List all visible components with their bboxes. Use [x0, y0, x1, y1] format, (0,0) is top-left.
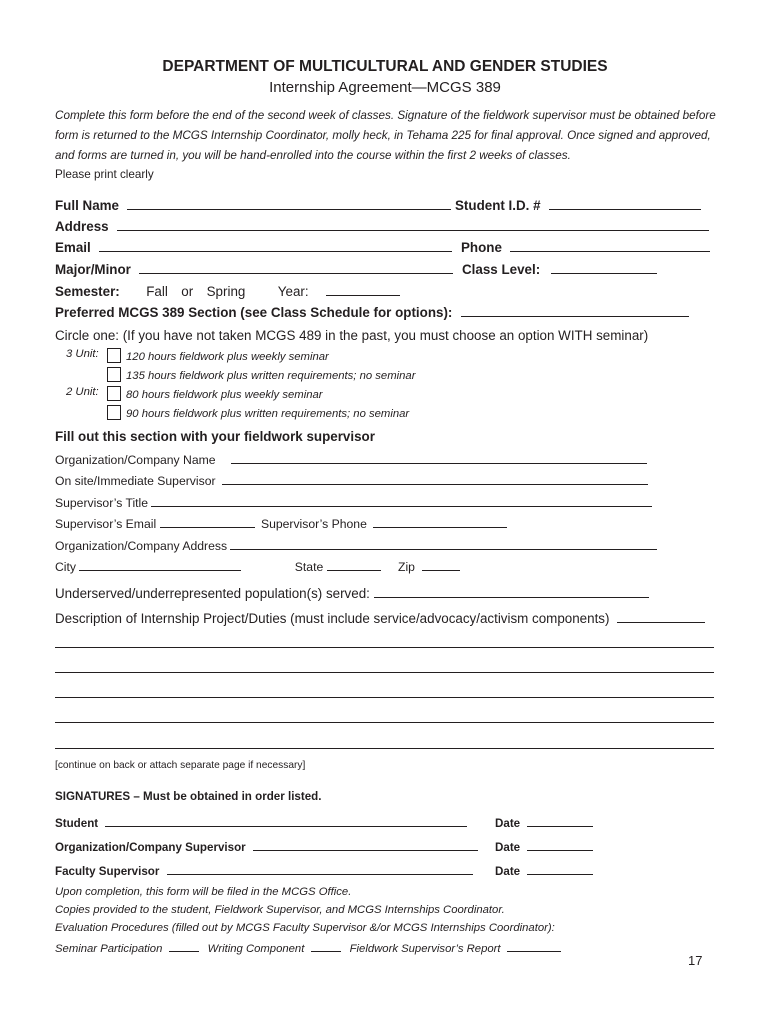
- underserved-label: Underserved/underrepresented population(s) served:: [55, 586, 370, 601]
- seminar-participation-field[interactable]: [169, 940, 199, 952]
- org-name-row: [55, 451, 647, 467]
- address-row: [55, 216, 709, 236]
- faculty-signature-row: [55, 862, 473, 878]
- description-line-1[interactable]: [55, 647, 714, 648]
- supervisor-title-label: Supervisor’s Title: [55, 496, 149, 510]
- unit-3-label: 3 Unit:: [66, 348, 99, 360]
- faculty-signature-label: Faculty Supervisor: [55, 865, 160, 878]
- org-name-field[interactable]: [231, 451, 647, 464]
- footer-line-3: Evaluation Procedures (filled out by MCGS Faculty Supervisor &/or MCGS Internships Coordinator):: [55, 922, 555, 934]
- org-supervisor-signature-label: Organization/Company Supervisor: [55, 841, 246, 854]
- circle-one-instruction: Circle one: (If you have not taken MCGS 489 in the past, you must choose an option WITH seminar): [55, 328, 649, 343]
- preferred-section-row: [55, 302, 689, 322]
- faculty-date-field[interactable]: [527, 862, 593, 875]
- unit-2-label: 2 Unit:: [66, 386, 99, 398]
- supervisor-section-heading: Fill out this section with your fieldwork supervisor: [55, 429, 375, 444]
- semester-spring[interactable]: Spring: [206, 284, 246, 299]
- city-field[interactable]: [79, 558, 241, 571]
- supervisor-report-label: Fieldwork Supervisor’s Report: [349, 943, 501, 955]
- option-row-1[interactable]: [107, 348, 329, 363]
- zip-label: Zip: [398, 560, 415, 574]
- student-signature-field[interactable]: [105, 814, 467, 827]
- org-address-row: [55, 537, 657, 553]
- full-name-field[interactable]: [127, 195, 451, 210]
- semester-fall[interactable]: Fall: [146, 284, 168, 299]
- intro-instructions: Complete this form before the end of the second week of classes. Signature of the fieldwork supervisor must be obtained before form is returned to the MCGS Internship Coordinator, molly heck, in Tehama 225 for final approval. Once signed and approved, and forms are turned in, you will be hand-enrolled into the course within the first 2 weeks of classes.: [55, 109, 716, 162]
- year-label: Year:: [277, 284, 309, 299]
- footer-line-1: Upon completion, this form will be filed in the MCGS Office.: [55, 886, 352, 898]
- faculty-date-label: Date: [495, 865, 521, 878]
- page-subtitle: Internship Agreement—MCGS 389: [269, 79, 501, 96]
- underserved-field[interactable]: [374, 583, 649, 598]
- student-date-label: Date: [495, 817, 521, 830]
- org-supervisor-date-label: Date: [495, 841, 521, 854]
- semester-row: [55, 281, 400, 301]
- supervisor-title-field[interactable]: [151, 494, 652, 507]
- preferred-section-field[interactable]: [461, 302, 689, 317]
- email-label: Email: [55, 240, 91, 255]
- phone-label: Phone: [461, 240, 502, 255]
- footer-line-2: Copies provided to the student, Fieldwork Supervisor, and MCGS Internships Coordinator.: [55, 904, 505, 916]
- seminar-participation-label: Seminar Participation: [55, 943, 163, 955]
- option-2-label: 135 hours fieldwork plus written requirements; no seminar: [126, 370, 416, 382]
- full-name-row: [55, 195, 451, 215]
- onsite-supervisor-row: [55, 472, 648, 488]
- class-level-label: Class Level:: [462, 262, 541, 277]
- page-title: DEPARTMENT OF MULTICULTURAL AND GENDER STUDIES: [162, 58, 608, 75]
- option-row-2[interactable]: [107, 367, 415, 382]
- option-3-checkbox[interactable]: [107, 386, 121, 401]
- student-id-row: [455, 195, 701, 215]
- class-level-field[interactable]: [551, 259, 657, 274]
- major-minor-row: [55, 259, 453, 279]
- option-1-checkbox[interactable]: [107, 348, 121, 363]
- org-supervisor-date-field[interactable]: [527, 838, 593, 851]
- option-4-label: 90 hours fieldwork plus written requirements; no seminar: [126, 408, 410, 420]
- major-minor-field[interactable]: [139, 259, 453, 274]
- supervisor-report-field[interactable]: [507, 940, 561, 952]
- faculty-signature-field[interactable]: [167, 862, 473, 875]
- phone-field[interactable]: [510, 237, 710, 252]
- year-field[interactable]: [326, 281, 400, 296]
- supervisor-title-row: [55, 494, 652, 510]
- option-4-checkbox[interactable]: [107, 405, 121, 420]
- option-row-3[interactable]: [107, 386, 323, 401]
- full-name-label: Full Name: [55, 198, 119, 213]
- org-name-label: Organization/Company Name: [55, 453, 216, 467]
- faculty-date-row: [495, 862, 593, 878]
- student-signature-label: Student: [55, 817, 99, 830]
- evaluation-row: [55, 940, 561, 955]
- option-row-4[interactable]: [107, 405, 409, 420]
- email-row: [55, 237, 452, 257]
- city-state-zip-row: [55, 558, 460, 574]
- supervisor-phone-field[interactable]: [373, 515, 507, 528]
- description-label: Description of Internship Project/Duties (must include service/advocacy/activism components): [55, 611, 610, 626]
- student-date-row: [495, 814, 593, 830]
- major-minor-label: Major/Minor: [55, 262, 131, 277]
- org-address-label: Organization/Company Address: [55, 539, 228, 553]
- phone-row: [461, 237, 710, 257]
- supervisor-email-label: Supervisor’s Email: [55, 517, 157, 531]
- continue-note: [continue on back or attach separate page if necessary]: [55, 760, 306, 771]
- org-supervisor-signature-field[interactable]: [253, 838, 478, 851]
- writing-component-field[interactable]: [311, 940, 341, 952]
- class-level-row: [462, 259, 657, 279]
- onsite-supervisor-label: On site/Immediate Supervisor: [55, 474, 216, 488]
- student-signature-row: [55, 814, 467, 830]
- zip-field[interactable]: [422, 558, 460, 571]
- supervisor-email-row: [55, 515, 507, 531]
- org-address-field[interactable]: [230, 537, 657, 550]
- student-id-field[interactable]: [549, 195, 701, 210]
- description-line-4[interactable]: [55, 722, 714, 723]
- option-3-label: 80 hours fieldwork plus weekly seminar: [126, 389, 323, 401]
- preferred-section-label: Preferred MCGS 389 Section (see Class Schedule for options):: [55, 305, 453, 320]
- option-2-checkbox[interactable]: [107, 367, 121, 382]
- student-id-label: Student I.D. #: [455, 198, 541, 213]
- address-label: Address: [55, 219, 109, 234]
- semester-label: Semester:: [55, 284, 120, 299]
- underserved-row: [55, 583, 649, 601]
- semester-or: or: [181, 284, 194, 299]
- city-label: City: [55, 560, 76, 574]
- org-supervisor-signature-row: [55, 838, 478, 854]
- state-label: State: [294, 560, 324, 574]
- description-line-3[interactable]: [55, 697, 714, 698]
- print-note: Please print clearly: [55, 168, 154, 181]
- writing-component-label: Writing Component: [207, 943, 305, 955]
- description-line-2[interactable]: [55, 672, 714, 673]
- option-1-label: 120 hours fieldwork plus weekly seminar: [126, 351, 329, 363]
- description-field-start[interactable]: [617, 608, 705, 623]
- description-row: [55, 608, 705, 626]
- org-supervisor-date-row: [495, 838, 593, 854]
- page-number: 17: [688, 953, 703, 968]
- address-field[interactable]: [117, 216, 709, 231]
- state-field[interactable]: [327, 558, 381, 571]
- onsite-supervisor-field[interactable]: [222, 472, 648, 485]
- supervisor-email-field[interactable]: [160, 515, 255, 528]
- description-line-5[interactable]: [55, 748, 714, 749]
- student-date-field[interactable]: [527, 814, 593, 827]
- supervisor-phone-label: Supervisor’s Phone: [260, 517, 367, 531]
- email-field[interactable]: [99, 237, 452, 252]
- signatures-heading: SIGNATURES – Must be obtained in order listed.: [55, 790, 322, 803]
